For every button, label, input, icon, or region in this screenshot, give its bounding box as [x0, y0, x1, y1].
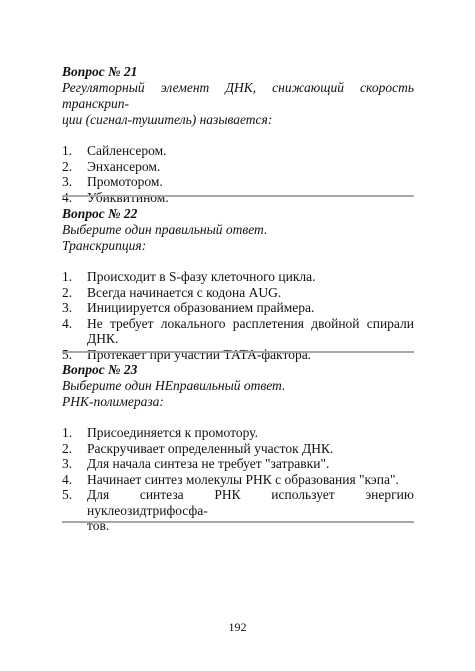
option-number: 5.	[62, 346, 73, 362]
answer-option	[62, 347, 414, 363]
option-text: Инициируется образованием праймера.	[87, 300, 315, 315]
answer-option	[62, 425, 414, 441]
option-number: 4.	[62, 471, 73, 487]
answer-option	[62, 143, 414, 159]
option-text: Происходит в S-фазу клеточного цикла.	[87, 269, 316, 284]
option-number: 4.	[62, 189, 73, 205]
option-number: 2.	[62, 284, 73, 300]
question-22	[62, 206, 414, 362]
option-text: Не требует локального расплетения двойной спирали ДНК.	[87, 315, 414, 346]
option-text-line: Для синтеза РНК использует энергию нуклеозидтрифосфа-	[87, 487, 414, 518]
question-text-line: ции (сигнал-тушитель) называется:	[62, 112, 273, 127]
question-title: Вопрос № 23	[62, 362, 138, 377]
answer-option	[62, 441, 414, 457]
option-text: Протекает при участии ТАТА-фактора.	[87, 346, 312, 362]
option-text: Энхансером.	[87, 158, 161, 174]
answer-option	[62, 285, 414, 301]
option-text: Сайленсером.	[87, 143, 167, 158]
answer-option	[62, 487, 414, 534]
option-text: Раскручивает определенный участок ДНК.	[87, 440, 334, 456]
option-text: Всегда начинается с кодона AUG.	[87, 284, 282, 300]
answer-options	[62, 269, 414, 362]
section-divider	[62, 195, 414, 197]
question-21	[62, 64, 414, 205]
answer-option	[62, 269, 414, 285]
option-text: Начинает синтез молекулы РНК с образования "кэпа".	[87, 471, 399, 487]
option-number: 1.	[62, 425, 73, 440]
option-number: 2.	[62, 440, 73, 456]
option-number: 1.	[62, 269, 73, 284]
question-subject: Транскрипция:	[62, 238, 147, 253]
answer-options	[62, 425, 414, 534]
option-text: Промотором.	[87, 174, 163, 189]
question-instruction: Выберите один правильный ответ.	[62, 222, 268, 237]
option-number: 5.	[62, 487, 73, 502]
option-text: Убиквитином.	[87, 189, 169, 205]
option-number: 3.	[62, 456, 73, 471]
section-divider	[62, 521, 414, 523]
option-number: 3.	[62, 174, 73, 189]
answer-option	[62, 190, 414, 206]
question-title: Вопрос № 21	[62, 64, 138, 79]
question-title: Вопрос № 22	[62, 206, 138, 221]
question-subject: РНК-полимераза:	[62, 394, 164, 409]
option-text: Присоединяется к промотору.	[87, 425, 258, 440]
question-23	[62, 362, 414, 534]
option-text: Для начала синтеза не требует "затравки".	[87, 456, 330, 471]
option-number: 4.	[62, 315, 73, 331]
option-number: 3.	[62, 300, 73, 315]
answer-option	[62, 316, 414, 347]
option-number: 2.	[62, 158, 73, 174]
question-text-line: Регуляторный элемент ДНК, снижающий скорость транскрип-	[62, 80, 414, 111]
answer-option	[62, 300, 414, 316]
option-number: 1.	[62, 143, 73, 158]
answer-option	[62, 456, 414, 472]
question-instruction: Выберите один НЕправильный ответ.	[62, 378, 286, 393]
answer-option	[62, 159, 414, 175]
option-text-line: тов.	[87, 518, 110, 533]
answer-option	[62, 174, 414, 190]
answer-option	[62, 472, 414, 488]
section-divider	[62, 351, 414, 353]
page-number: 192	[228, 620, 247, 634]
